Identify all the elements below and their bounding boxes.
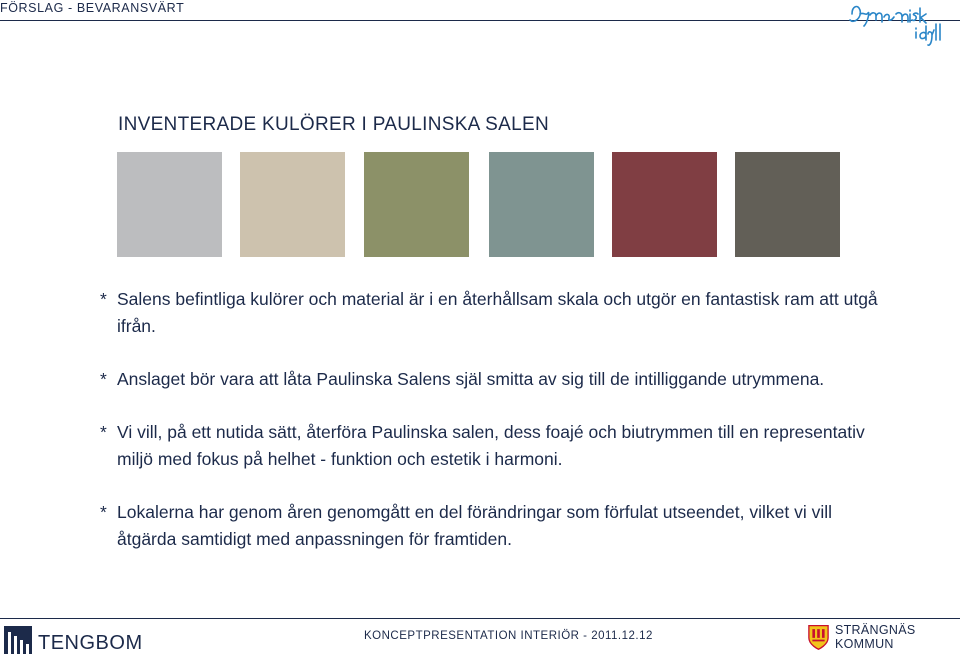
note-text: Lokalerna har genom åren genomgått en del förändringar som förfulat utseendet, vilket vi vill åtgärda samtidigt med anpassningen för framtiden. (117, 502, 832, 549)
footer-divider (0, 618, 960, 619)
notes-list (100, 286, 880, 553)
tengbom-logo (4, 624, 143, 654)
note-item (100, 286, 880, 340)
tengbom-wordmark: TENGBOM (38, 632, 143, 654)
color-swatch (735, 152, 840, 257)
note-text: Anslaget bör vara att låta Paulinska Salens själ smitta av sig till de intilliggande utrymmena. (117, 369, 825, 389)
header-divider (0, 20, 960, 21)
color-swatch (364, 152, 469, 257)
presentation-info: KONCEPTPRESENTATION INTERIÖR - 2011.12.12 (364, 630, 653, 642)
color-swatch (240, 152, 345, 257)
municipal-crest-icon (808, 622, 829, 652)
note-item (100, 366, 880, 393)
color-swatch (117, 152, 222, 257)
municipality-name: STRÄNGNÄS KOMMUN (834, 623, 916, 651)
note-bullet: * (100, 369, 107, 389)
strangnas-kommun-logo (808, 622, 960, 652)
dynamisk-idyll-logo (846, 0, 960, 50)
tengbom-mark-icon (4, 626, 32, 654)
note-item (100, 499, 880, 553)
note-bullet: * (100, 502, 107, 522)
note-item (100, 419, 880, 473)
note-bullet: * (100, 422, 107, 442)
note-text: Salens befintliga kulörer och material är i en återhållsam skala och utgör en fantastisk ram att utgå ifrån. (117, 289, 878, 336)
note-bullet: * (100, 289, 107, 309)
color-swatch (612, 152, 717, 257)
section-title: INVENTERADE KULÖRER I PAULINSKA SALEN (118, 114, 549, 135)
color-swatch (489, 152, 594, 257)
note-text: Vi vill, på ett nutida sätt, återföra Paulinska salen, dess foajé och biutrymmen till en representativ miljö med fokus på helhet - funktion och estetik i harmoni. (117, 422, 865, 469)
document-category: FÖRSLAG - BEVARANSVÄRT (0, 1, 185, 15)
